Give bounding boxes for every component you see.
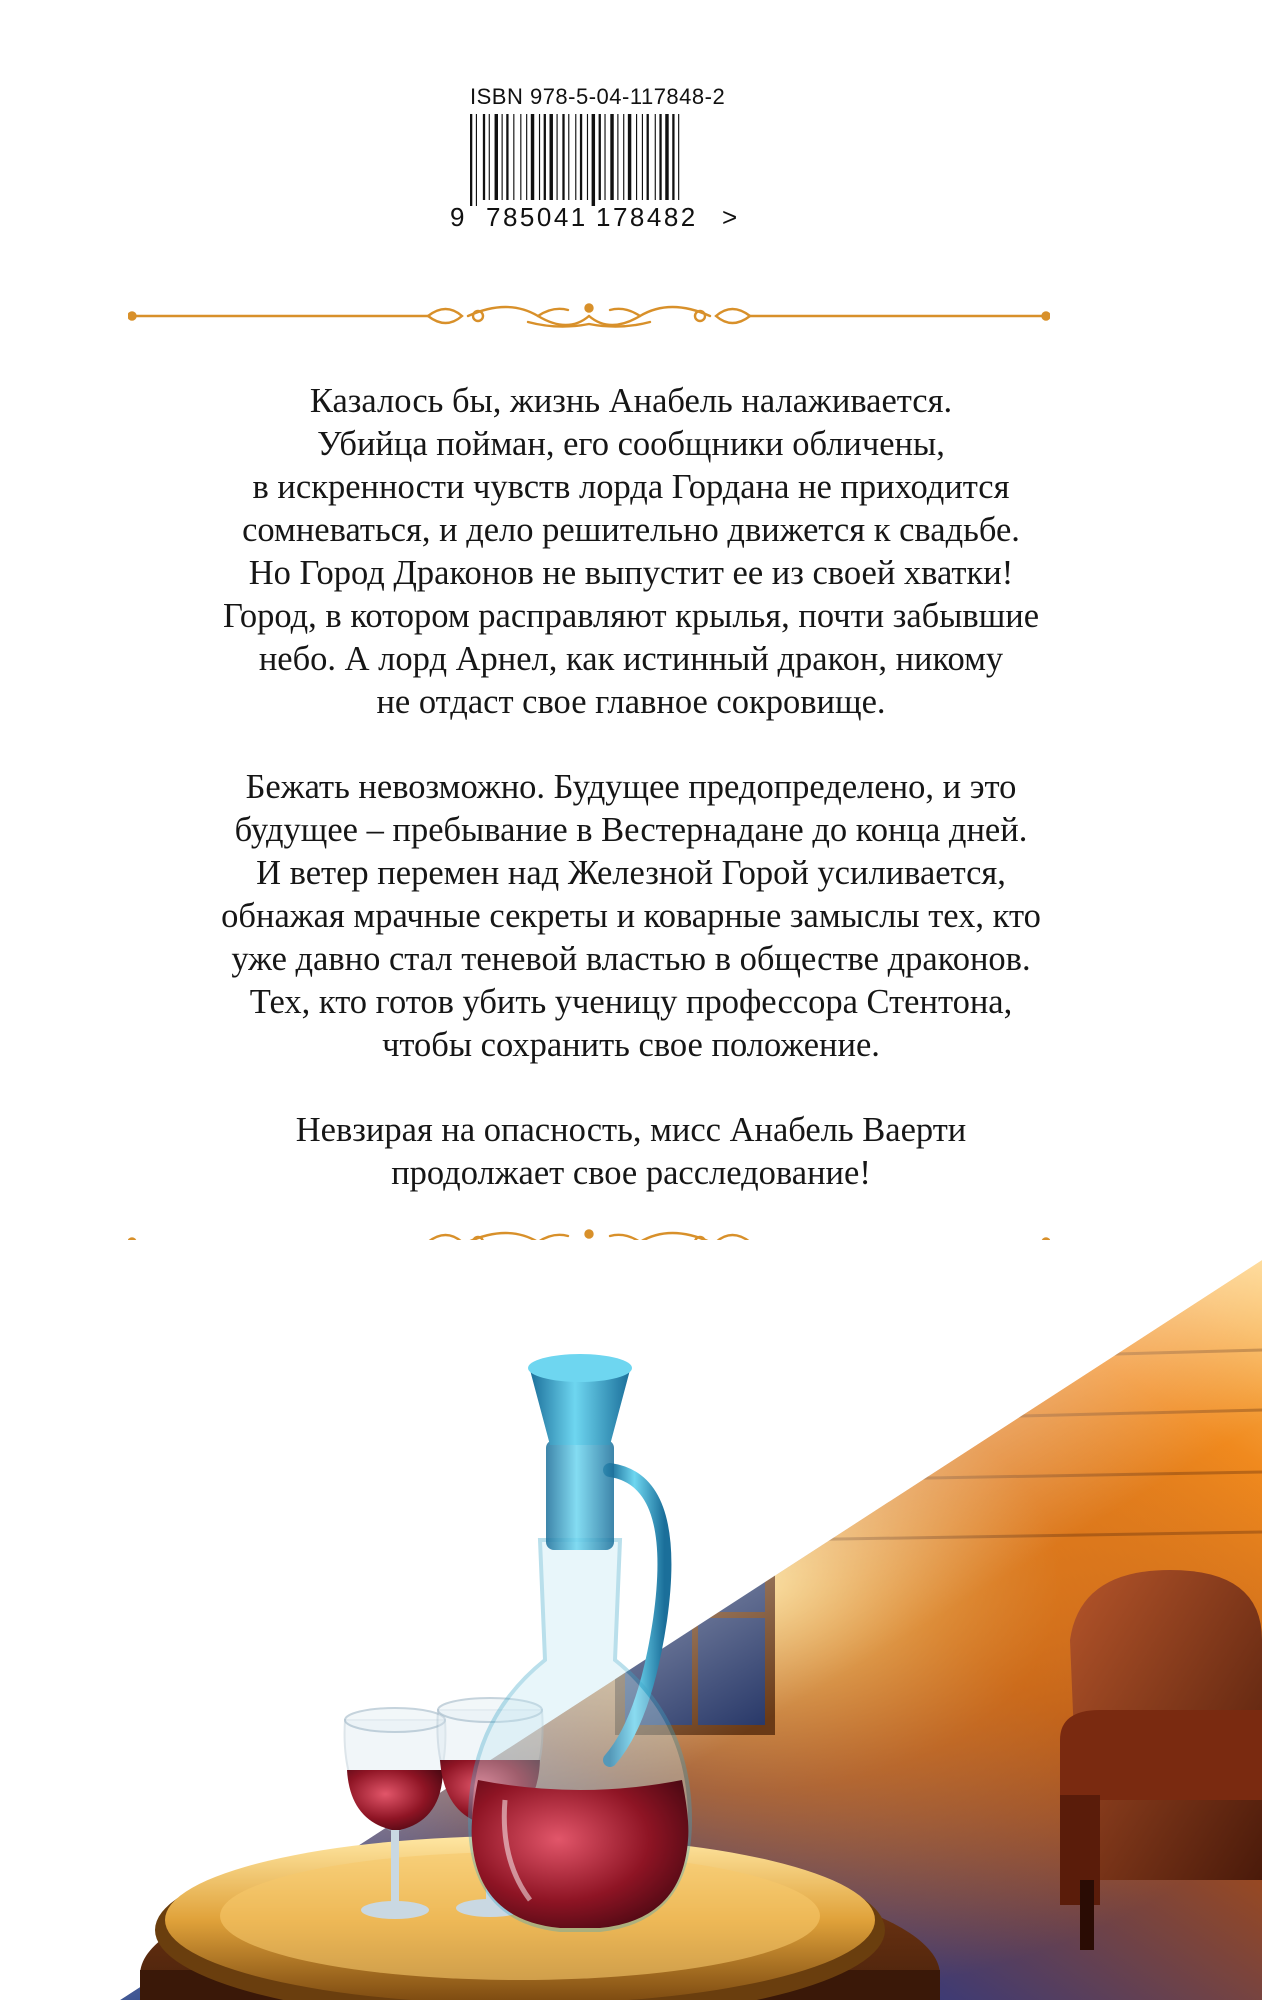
ornament-divider-top <box>128 296 1050 336</box>
description-line: продолжает свое расследование! <box>391 1154 871 1192</box>
description-line: не отдаст свое главное сокровище. <box>376 683 886 721</box>
description-line: Город, в котором расправляют крылья, почти забывшие <box>222 597 1040 635</box>
description-paragraph-2 <box>60 766 1202 1067</box>
description-line: сомневаться, и дело решительно движется к свадьбе. <box>242 511 1020 549</box>
barcode-arrow: > <box>722 202 738 232</box>
description-paragraph-1 <box>60 380 1202 724</box>
barcode-right-group: 178482 <box>596 202 698 232</box>
description-line: обнажая мрачные секреты и коварные замыслы тех, кто <box>221 897 1041 935</box>
description-line: Тех, кто готов убить ученицу профессора Стентона, <box>249 983 1013 1021</box>
isbn-barcode-block <box>448 78 748 238</box>
barcode-left-group: 785041 <box>486 202 588 232</box>
description-line: Бежать невозможно. Будущее предопределено, и это <box>245 768 1017 806</box>
description-line: И ветер перемен над Железной Горой усиливается, <box>256 854 1006 892</box>
description-line: Но Город Драконов не выпустит ее из своей хватки! <box>248 554 1014 592</box>
description-line: чтобы сохранить свое положение. <box>382 1026 880 1064</box>
description-line: Убийца пойман, его сообщники обличены, <box>317 425 945 463</box>
book-description <box>60 380 1202 1237</box>
description-line: будущее – пребывание в Вестернадане до конца дней. <box>234 811 1028 849</box>
cover-illustration <box>0 1240 1262 2000</box>
barcode-first-digit: 9 <box>450 202 465 232</box>
description-line: Невзирая на опасность, мисс Анабель Ваерти <box>295 1111 967 1149</box>
description-line: небо. А лорд Арнел, как истинный дракон, никому <box>258 640 1004 678</box>
description-line: уже давно стал теневой властью в обществе драконов. <box>231 940 1031 978</box>
description-line: Казалось бы, жизнь Анабель налаживается. <box>309 382 953 420</box>
description-paragraph-3 <box>60 1109 1202 1195</box>
description-line: в искренности чувств лорда Гордана не приходится <box>252 468 1010 506</box>
barcode <box>470 114 722 206</box>
barcode-digits <box>448 202 748 232</box>
isbn-label: ISBN 978-5-04-117848-2 <box>470 84 726 109</box>
